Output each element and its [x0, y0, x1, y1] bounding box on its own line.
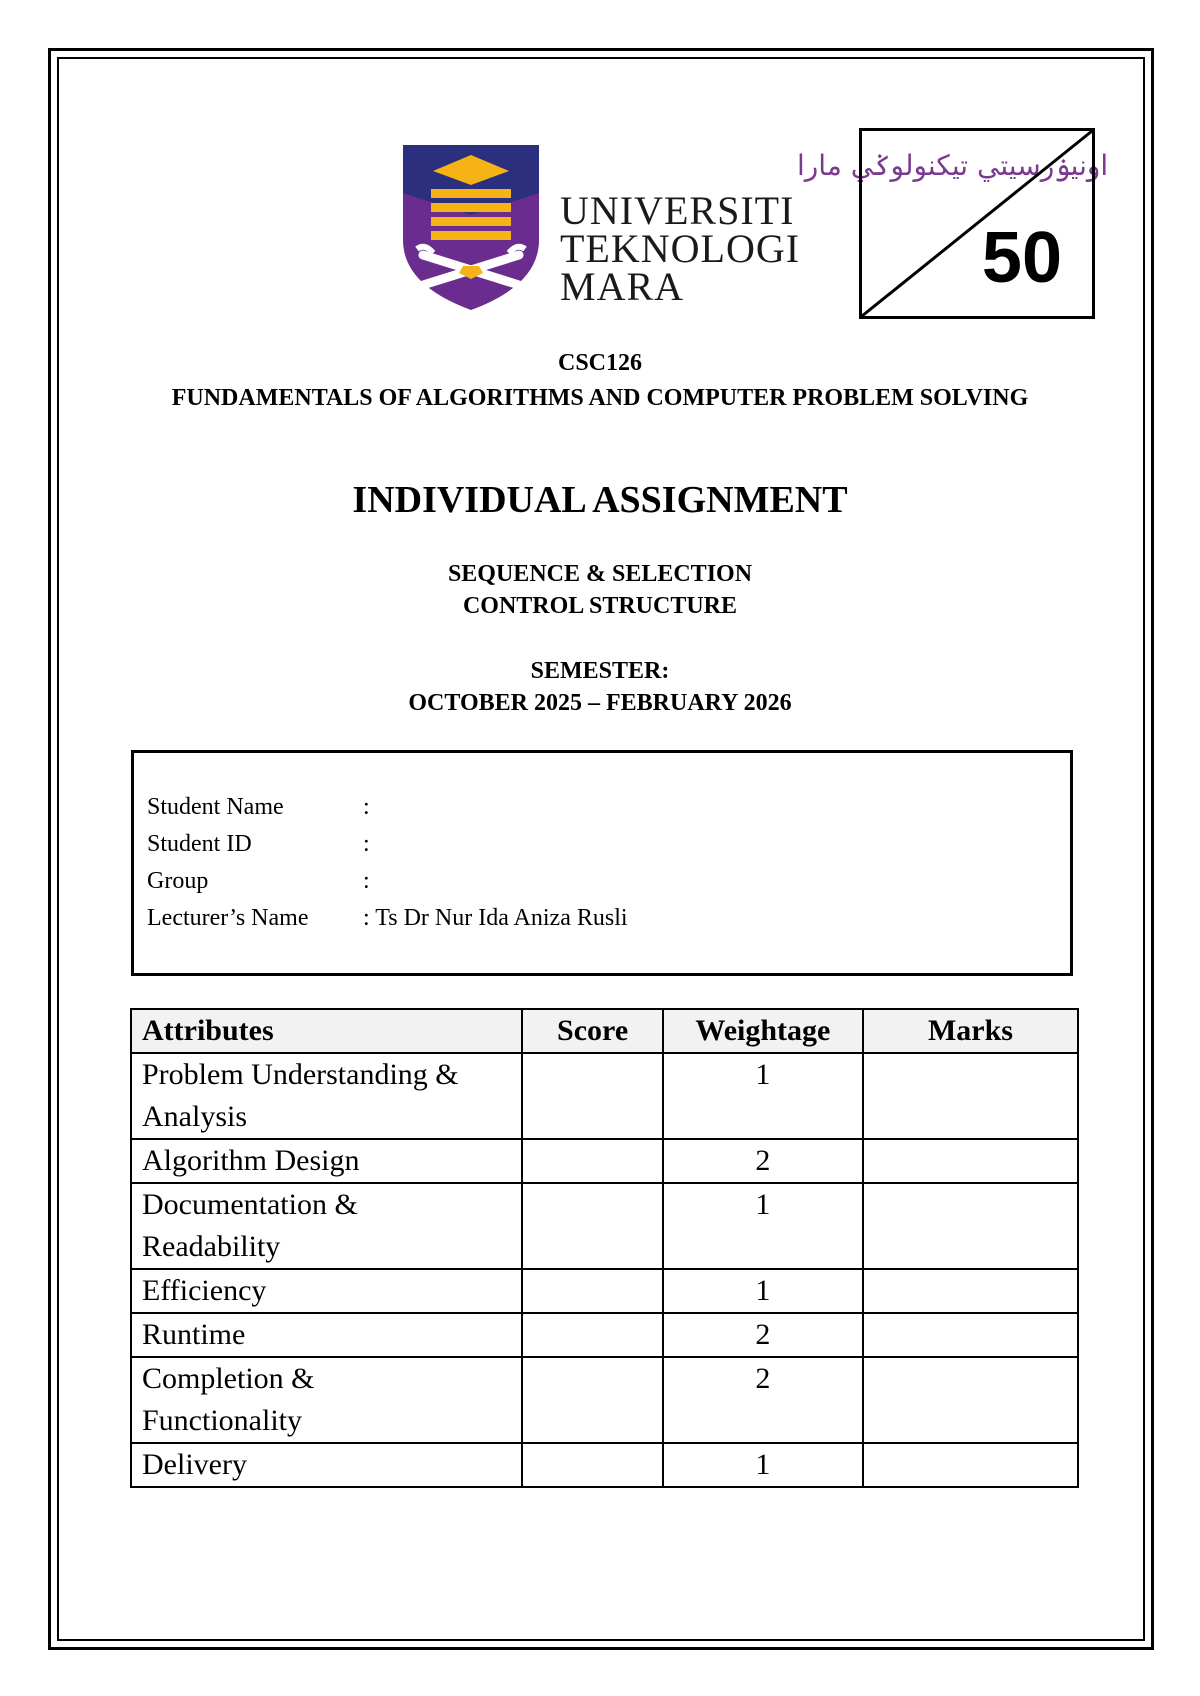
attribute-cell	[131, 1357, 522, 1443]
lecturer-label: Lecturer’s Name	[147, 905, 309, 931]
table-row	[131, 1313, 1078, 1357]
attribute-line: Delivery	[142, 1448, 247, 1481]
lecturer-value: Ts Dr Nur Ida Aniza Rusli	[375, 905, 628, 931]
student-id-label: Student ID	[147, 831, 252, 857]
topic-line-1: SEQUENCE & SELECTION	[447, 561, 753, 587]
logo-line-teknologi: TEKNOLOGI	[560, 226, 801, 271]
total-score-box	[859, 128, 1095, 319]
attribute-cell	[131, 1313, 522, 1357]
uitm-crest-icon	[403, 145, 539, 310]
student-name-label: Student Name	[147, 794, 284, 820]
weightage-cell: 1	[663, 1053, 863, 1139]
rubric-table	[130, 1008, 1079, 1488]
group-row	[147, 863, 370, 899]
header-weightage: Weightage	[663, 1009, 863, 1053]
colon: :	[363, 831, 370, 857]
score-cell[interactable]	[522, 1357, 662, 1443]
score-cell[interactable]	[522, 1443, 662, 1487]
table-row	[131, 1357, 1078, 1443]
colon: :	[363, 868, 370, 894]
lecturer-row	[147, 900, 628, 936]
weightage-cell: 2	[663, 1313, 863, 1357]
header-attributes: Attributes	[131, 1009, 522, 1053]
attribute-line: Runtime	[142, 1318, 246, 1351]
attribute-line: Efficiency	[142, 1274, 267, 1307]
score-cell[interactable]	[522, 1053, 662, 1139]
attribute-line: Algorithm Design	[142, 1144, 360, 1177]
header-marks: Marks	[863, 1009, 1078, 1053]
marks-cell[interactable]	[863, 1183, 1078, 1269]
assignment-topic	[300, 558, 900, 622]
attribute-cell	[131, 1269, 522, 1313]
attribute-cell	[131, 1053, 522, 1139]
attribute-line: Analysis	[142, 1100, 247, 1133]
weightage-cell: 2	[663, 1139, 863, 1183]
semester-period: OCTOBER 2025 – FEBRUARY 2026	[408, 690, 792, 716]
table-row	[131, 1053, 1078, 1139]
logo-line-universiti: UNIVERSITI	[560, 188, 795, 233]
jawi-script	[559, 145, 1109, 187]
course-name: FUNDAMENTALS OF ALGORITHMS AND COMPUTER PROBLEM SOLVING	[171, 385, 1029, 411]
student-id-row	[147, 826, 370, 862]
attribute-cell	[131, 1183, 522, 1269]
marks-cell[interactable]	[863, 1357, 1078, 1443]
weightage-cell: 1	[663, 1443, 863, 1487]
logo-line-mara: MARA	[560, 264, 685, 309]
marks-cell[interactable]	[863, 1053, 1078, 1139]
header-score: Score	[522, 1009, 662, 1053]
marks-cell[interactable]	[863, 1313, 1078, 1357]
semester	[300, 655, 900, 719]
table-row	[131, 1139, 1078, 1183]
table-row	[131, 1183, 1078, 1269]
marks-cell[interactable]	[863, 1443, 1078, 1487]
attribute-line: Problem Understanding &	[142, 1058, 459, 1091]
attribute-line: Readability	[142, 1230, 281, 1263]
assignment-title: INDIVIDUAL ASSIGNMENT	[352, 479, 848, 521]
attribute-cell	[131, 1443, 522, 1487]
table-row	[131, 1443, 1078, 1487]
weightage-cell: 2	[663, 1357, 863, 1443]
semester-label: SEMESTER:	[530, 658, 670, 684]
attribute-cell	[131, 1139, 522, 1183]
student-info-box	[131, 750, 1073, 976]
attribute-line: Functionality	[142, 1404, 302, 1437]
attribute-line: Documentation &	[142, 1188, 358, 1221]
group-label: Group	[147, 868, 209, 894]
score-total: 50	[981, 218, 1062, 298]
weightage-cell: 1	[663, 1183, 863, 1269]
score-cell[interactable]	[522, 1313, 662, 1357]
score-cell[interactable]	[522, 1139, 662, 1183]
attribute-line: Completion &	[142, 1362, 315, 1395]
table-row	[131, 1269, 1078, 1313]
colon: :	[363, 905, 370, 931]
topic-line-2: CONTROL STRUCTURE	[462, 593, 738, 619]
marks-cell[interactable]	[863, 1139, 1078, 1183]
score-cell[interactable]	[522, 1183, 662, 1269]
weightage-cell: 1	[663, 1269, 863, 1313]
rubric-header-row	[131, 1009, 1078, 1053]
colon: :	[363, 794, 370, 820]
student-name-row	[147, 789, 370, 825]
jawi-text: اونيۏرسيتي تيکنولوݢي مارا	[797, 149, 1109, 182]
score-cell[interactable]	[522, 1269, 662, 1313]
course-code: CSC126	[557, 350, 642, 376]
marks-cell[interactable]	[863, 1269, 1078, 1313]
